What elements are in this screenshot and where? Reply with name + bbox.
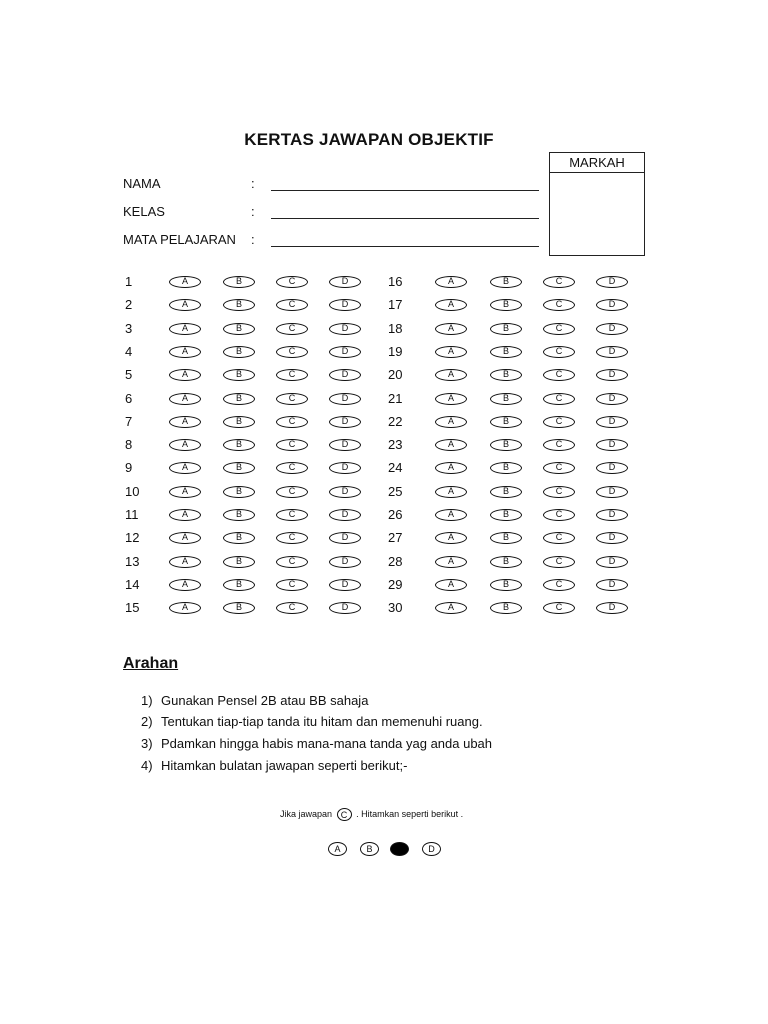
option-bubble-b[interactable]: B (490, 579, 522, 591)
question-number: 27 (388, 530, 403, 546)
sample-bubble: D (422, 842, 441, 856)
question-number: 7 (125, 413, 133, 429)
option-bubble-c[interactable]: C (276, 439, 308, 451)
option-bubble-a[interactable]: A (435, 276, 467, 288)
question-number: 23 (388, 437, 403, 453)
option-bubble-c[interactable]: C (276, 556, 308, 568)
question-row (388, 365, 638, 385)
field-colon: : (251, 204, 255, 219)
option-bubble-b[interactable]: B (223, 556, 255, 568)
field-line (271, 190, 539, 191)
field-line (271, 246, 539, 247)
instruction-text: Tentukan tiap-tiap tanda itu hitam dan memenuhi ruang. (161, 714, 483, 729)
question-number: 22 (388, 413, 403, 429)
option-bubble-c[interactable]: C (543, 276, 575, 288)
sample-bubble: A (328, 842, 347, 856)
example-answer-bubble: C (337, 808, 352, 821)
option-bubble-a[interactable]: A (435, 369, 467, 381)
instruction-number: 4) (141, 758, 153, 773)
option-bubble-b[interactable]: B (223, 369, 255, 381)
option-bubble-a[interactable]: A (169, 323, 201, 335)
option-bubble-b[interactable]: B (223, 416, 255, 428)
question-number: 20 (388, 367, 403, 383)
option-bubble-d[interactable]: D (596, 579, 628, 591)
option-bubble-d[interactable]: D (329, 393, 361, 405)
option-bubble-d[interactable]: D (596, 556, 628, 568)
option-bubble-b[interactable]: B (223, 462, 255, 474)
option-bubble-b[interactable]: B (490, 323, 522, 335)
option-bubble-d[interactable]: D (596, 486, 628, 498)
option-bubble-c[interactable]: C (276, 323, 308, 335)
option-bubble-c[interactable]: C (543, 556, 575, 568)
option-bubble-a[interactable]: A (169, 486, 201, 498)
option-bubble-a[interactable]: A (169, 579, 201, 591)
option-bubble-b[interactable]: B (223, 276, 255, 288)
option-bubble-a[interactable]: A (169, 416, 201, 428)
option-bubble-c[interactable]: C (543, 486, 575, 498)
option-bubble-a[interactable]: A (435, 346, 467, 358)
option-bubble-c[interactable]: C (543, 323, 575, 335)
question-number: 8 (125, 437, 133, 453)
option-bubble-c[interactable]: C (276, 369, 308, 381)
option-bubble-c[interactable]: C (543, 509, 575, 521)
option-bubble-a[interactable]: A (169, 299, 201, 311)
question-number: 17 (388, 297, 403, 313)
field-colon: : (251, 176, 255, 191)
question-number: 12 (125, 530, 140, 546)
question-row (125, 575, 375, 595)
option-bubble-a[interactable]: A (169, 393, 201, 405)
instruction-text: Pdamkan hingga habis mana-mana tanda yag anda ubah (161, 736, 493, 751)
option-bubble-b[interactable]: B (490, 462, 522, 474)
option-bubble-a[interactable]: A (435, 462, 467, 474)
option-bubble-a[interactable]: A (435, 532, 467, 544)
option-bubble-b[interactable]: B (490, 439, 522, 451)
option-bubble-b[interactable]: B (223, 509, 255, 521)
option-bubble-a[interactable]: A (435, 323, 467, 335)
sample-bubble: B (360, 842, 379, 856)
option-bubble-d[interactable]: D (596, 416, 628, 428)
option-bubble-b[interactable]: B (490, 393, 522, 405)
option-bubble-b[interactable]: B (490, 509, 522, 521)
question-number: 16 (388, 274, 403, 289)
question-row (388, 272, 638, 292)
option-bubble-a[interactable]: A (169, 276, 201, 288)
option-bubble-b[interactable]: B (223, 579, 255, 591)
option-bubble-c[interactable]: C (276, 276, 308, 288)
instruction-number: 2) (141, 714, 153, 729)
question-number: 5 (125, 367, 133, 383)
question-number: 26 (388, 507, 403, 522)
question-number: 15 (125, 600, 140, 616)
option-bubble-a[interactable]: A (169, 346, 201, 358)
example-prefix: Jika jawapan (280, 808, 333, 819)
question-number: 24 (388, 460, 403, 476)
question-row (388, 482, 638, 502)
markah-box (549, 152, 645, 256)
option-bubble-d[interactable]: D (596, 462, 628, 474)
arahan-heading: Arahan (123, 655, 179, 672)
question-row (388, 412, 638, 432)
option-bubble-a[interactable]: A (435, 416, 467, 428)
option-bubble-d[interactable]: D (329, 276, 361, 288)
option-bubble-d[interactable]: D (596, 276, 628, 288)
option-bubble-a[interactable]: A (169, 462, 201, 474)
question-number: 13 (125, 553, 140, 569)
question-number: 10 (125, 483, 140, 499)
question-number: 11 (125, 507, 139, 522)
question-number: 6 (125, 390, 133, 406)
option-bubble-b[interactable]: B (223, 393, 255, 405)
option-bubble-a[interactable]: A (169, 439, 201, 451)
question-row (388, 598, 638, 618)
question-row (388, 505, 638, 525)
option-bubble-d[interactable]: D (596, 393, 628, 405)
field-colon: : (251, 232, 255, 247)
question-row (388, 575, 638, 595)
question-row (388, 342, 638, 362)
sample-bubble-filled (390, 842, 409, 856)
option-bubble-c[interactable]: C (543, 346, 575, 358)
option-bubble-d[interactable]: D (329, 299, 361, 311)
option-bubble-d[interactable]: D (329, 509, 361, 521)
question-row (125, 272, 375, 292)
option-bubble-b[interactable]: B (490, 486, 522, 498)
question-row (125, 458, 375, 478)
option-bubble-b[interactable]: B (490, 369, 522, 381)
question-row (125, 598, 375, 618)
option-bubble-d[interactable]: D (596, 323, 628, 335)
option-bubble-c[interactable]: C (543, 602, 575, 614)
option-bubble-b[interactable]: B (223, 602, 255, 614)
question-row (125, 435, 375, 455)
option-bubble-b[interactable]: B (490, 556, 522, 568)
option-bubble-c[interactable]: C (543, 532, 575, 544)
option-bubble-d[interactable]: D (596, 439, 628, 451)
option-bubble-c[interactable]: C (276, 393, 308, 405)
question-number: 3 (125, 320, 133, 336)
markah-label: MARKAH (550, 153, 644, 173)
question-row (125, 552, 375, 572)
question-number: 14 (125, 576, 140, 592)
question-number: 19 (388, 343, 403, 359)
field-line (271, 218, 539, 219)
field-label: MATA PELAJARAN (123, 232, 236, 247)
example-line (280, 808, 463, 821)
option-bubble-d[interactable]: D (329, 416, 361, 428)
option-bubble-c[interactable]: C (276, 346, 308, 358)
option-bubble-c[interactable]: C (543, 393, 575, 405)
question-row (125, 482, 375, 502)
question-row (388, 552, 638, 572)
page-title: KERTAS JAWAPAN OBJEKTIF (244, 130, 494, 149)
option-bubble-d[interactable]: D (596, 369, 628, 381)
question-number: 18 (388, 320, 403, 336)
question-number: 4 (125, 343, 133, 359)
option-bubble-d[interactable]: D (596, 532, 628, 544)
option-bubble-c[interactable]: C (276, 509, 308, 521)
option-bubble-b[interactable]: B (223, 486, 255, 498)
option-bubble-a[interactable]: A (435, 602, 467, 614)
option-bubble-b[interactable]: B (490, 346, 522, 358)
question-row (125, 412, 375, 432)
instruction-number: 3) (141, 736, 153, 751)
option-bubble-b[interactable]: B (490, 416, 522, 428)
option-bubble-d[interactable]: D (329, 462, 361, 474)
option-bubble-b[interactable]: B (490, 276, 522, 288)
question-row (388, 458, 638, 478)
instruction-text: Gunakan Pensel 2B atau BB sahaja (161, 693, 369, 708)
option-bubble-c[interactable]: C (543, 439, 575, 451)
question-row (125, 528, 375, 548)
option-bubble-c[interactable]: C (543, 579, 575, 591)
question-number: 29 (388, 576, 403, 592)
option-bubble-d[interactable]: D (329, 486, 361, 498)
option-bubble-d[interactable]: D (596, 299, 628, 311)
question-number: 25 (388, 483, 403, 499)
option-bubble-d[interactable]: D (329, 602, 361, 614)
question-row (388, 528, 638, 548)
question-row (125, 505, 375, 525)
question-row (125, 319, 375, 339)
option-bubble-d[interactable]: D (329, 323, 361, 335)
instruction-text: Hitamkan bulatan jawapan seperti berikut;- (161, 758, 408, 773)
option-bubble-a[interactable]: A (169, 602, 201, 614)
option-bubble-a[interactable]: A (435, 439, 467, 451)
field-label: NAMA (123, 176, 161, 191)
question-number: 9 (125, 460, 133, 476)
field-label: KELAS (123, 204, 165, 219)
question-row (388, 319, 638, 339)
option-bubble-a[interactable]: A (435, 299, 467, 311)
option-bubble-b[interactable]: B (223, 439, 255, 451)
option-bubble-b[interactable]: B (490, 532, 522, 544)
option-bubble-c[interactable]: C (543, 416, 575, 428)
option-bubble-d[interactable]: D (329, 579, 361, 591)
option-bubble-a[interactable]: A (169, 556, 201, 568)
option-bubble-c[interactable]: C (276, 416, 308, 428)
question-number: 1 (125, 274, 133, 289)
question-number: 30 (388, 600, 403, 616)
kelas-field[interactable] (123, 204, 543, 224)
question-number: 2 (125, 297, 133, 313)
option-bubble-c[interactable]: C (276, 579, 308, 591)
option-bubble-d[interactable]: D (596, 346, 628, 358)
option-bubble-c[interactable]: C (276, 532, 308, 544)
example-suffix: . Hitamkan seperti berikut . (356, 808, 464, 819)
option-bubble-c[interactable]: C (276, 602, 308, 614)
option-bubble-b[interactable]: B (490, 299, 522, 311)
nama-field[interactable] (123, 176, 543, 196)
option-bubble-d[interactable]: D (596, 602, 628, 614)
option-bubble-a[interactable]: A (169, 369, 201, 381)
option-bubble-b[interactable]: B (223, 299, 255, 311)
option-bubble-c[interactable]: C (276, 299, 308, 311)
option-bubble-a[interactable]: A (435, 509, 467, 521)
question-number: 21 (388, 390, 403, 406)
option-bubble-a[interactable]: A (435, 556, 467, 568)
option-bubble-b[interactable]: B (223, 346, 255, 358)
option-bubble-c[interactable]: C (276, 462, 308, 474)
question-row (125, 389, 375, 409)
question-row (388, 435, 638, 455)
instruction-number: 1) (141, 693, 153, 708)
option-bubble-d[interactable]: D (329, 532, 361, 544)
option-bubble-c[interactable]: C (543, 369, 575, 381)
option-bubble-b[interactable]: B (223, 532, 255, 544)
option-bubble-d[interactable]: D (329, 346, 361, 358)
mata-pelajaran-field[interactable] (123, 232, 543, 252)
option-bubble-c[interactable]: C (276, 486, 308, 498)
question-number: 28 (388, 553, 403, 569)
option-bubble-a[interactable]: A (435, 486, 467, 498)
question-row (125, 342, 375, 362)
option-bubble-d[interactable]: D (329, 439, 361, 451)
option-bubble-b[interactable]: B (223, 323, 255, 335)
option-bubble-d[interactable]: D (596, 509, 628, 521)
option-bubble-a[interactable]: A (169, 532, 201, 544)
option-bubble-a[interactable]: A (435, 393, 467, 405)
option-bubble-a[interactable]: A (435, 579, 467, 591)
option-bubble-b[interactable]: B (490, 602, 522, 614)
option-bubble-c[interactable]: C (543, 462, 575, 474)
option-bubble-d[interactable]: D (329, 556, 361, 568)
question-row (125, 295, 375, 315)
option-bubble-d[interactable]: D (329, 369, 361, 381)
question-row (388, 295, 638, 315)
option-bubble-c[interactable]: C (543, 299, 575, 311)
question-row (125, 365, 375, 385)
option-bubble-a[interactable]: A (169, 509, 201, 521)
question-row (388, 389, 638, 409)
